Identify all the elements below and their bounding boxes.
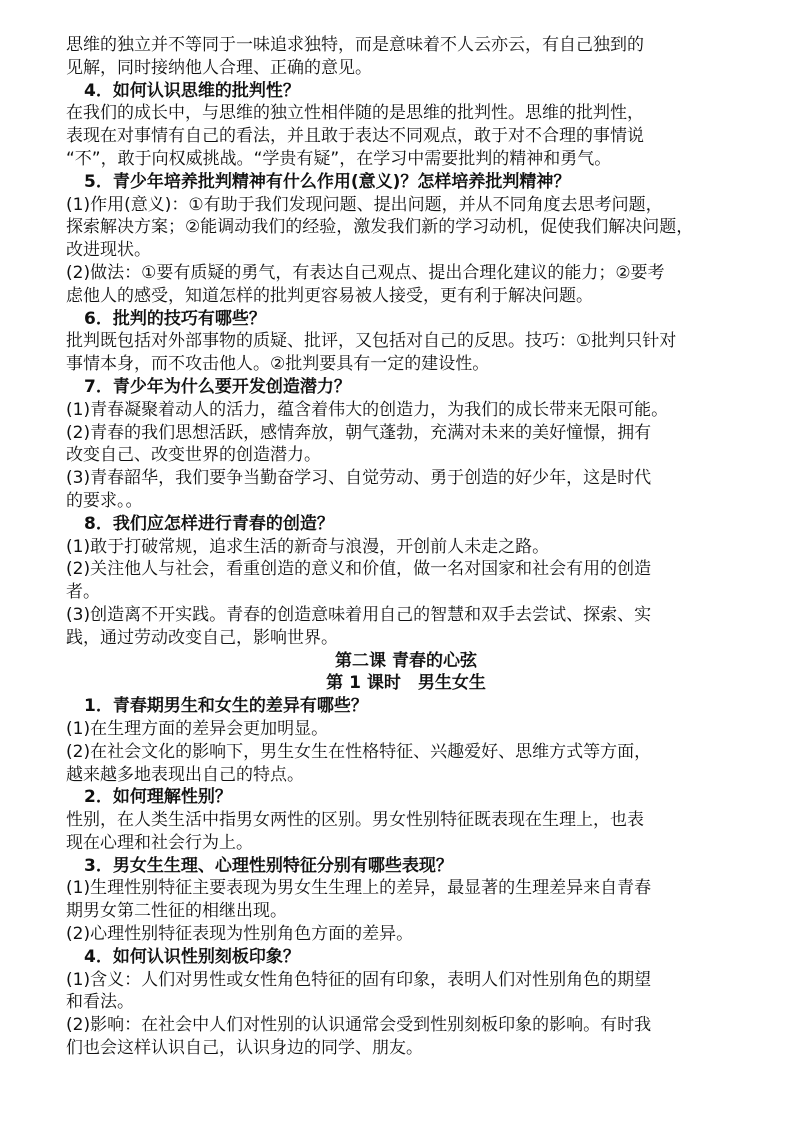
paragraph-line: 们也会这样认识自己，认识身边的同学、朋友。 (66, 1038, 423, 1059)
paragraph-line: (1)含义：人们对男性或女性角色特征的固有印象，表明人们对性别角色的期望 (66, 969, 652, 990)
paragraph-line: 探索解决方案；②能调动我们的经验，激发我们新的学习动机，促使我们解决问题， (66, 217, 694, 238)
paragraph-line: 事情本身，而不攻击他人。②批判要具有一定的建设性。 (66, 354, 490, 375)
section-title: 第 1 课时 男生女生 (326, 673, 486, 694)
paragraph-line: (2)关注他人与社会，看重创造的意义和价值，做一名对国家和社会有用的创造 (66, 559, 652, 580)
paragraph-line: 批判既包括对外部事物的质疑、批评，又包括对自己的反思。技巧：①批判只针对 (66, 331, 677, 352)
paragraph-line: (2)青春的我们思想活跃，感情奔放，朝气蓬勃，充满对未来的美好憧憬，拥有 (66, 422, 652, 443)
paragraph-line: 者。 (66, 582, 100, 603)
paragraph-line: 期男女第二性征的相继出现。 (66, 901, 287, 922)
question-heading: 3．男女生生理、心理性别特征分别有哪些表现？ (84, 855, 453, 876)
paragraph-line: 在我们的成长中，与思维的独立性相伴随的是思维的批判性。思维的批判性， (66, 103, 644, 124)
question-heading: 8．我们应怎样进行青春的创造？ (84, 513, 334, 534)
paragraph-line: 表现在对事情有自己的看法，并且敢于表达不同观点，敢于对不合理的事情说 (66, 126, 644, 147)
paragraph-line: (1)作用(意义)：①有助于我们发现问题、提出问题，并从不同角度去思考问题， (66, 194, 663, 215)
paragraph-line: 见解，同时接纳他人合理、正确的意见。 (66, 57, 372, 78)
paragraph-line: (2)做法：①要有质疑的勇气，有表达自己观点、提出合理化建议的能力；②要考 (66, 262, 665, 283)
paragraph-line: 越来越多地表现出自己的特点。 (66, 764, 304, 785)
paragraph-line: (2)在社会文化的影响下，男生女生在性格特征、兴趣爱好、思维方式等方面， (66, 741, 652, 762)
paragraph-line: (1)生理性别特征主要表现为男女生生理上的差异，最显著的生理差异来自青春 (66, 878, 652, 899)
paragraph-line: 改变自己、改变世界的创造潜力。 (66, 445, 321, 466)
paragraph-line: 性别，在人类生活中指男女两性的区别。男女性别特征既表现在生理上，也表 (66, 810, 644, 831)
paragraph-line: 现在心理和社会行为上。 (66, 832, 253, 853)
paragraph-line: (2)心理性别特征表现为性别角色方面的差异。 (66, 924, 414, 945)
question-heading: 4．如何认识思维的批判性？ (84, 80, 300, 101)
paragraph-line: 践，通过劳动改变自己，影响世界。 (66, 627, 338, 648)
question-heading: 4．如何认识性别刻板印象？ (84, 946, 300, 967)
question-heading: 1．青春期男生和女生的差异有哪些？ (84, 696, 368, 717)
lesson-title: 第二课 青春的心弦 (335, 650, 477, 671)
question-heading: 7．青少年为什么要开发创造潜力？ (84, 376, 351, 397)
paragraph-line: (2)影响：在社会中人们对性别的认识通常会受到性别刻板印象的影响。有时我 (66, 1015, 652, 1036)
paragraph-line: 的要求。。 (66, 490, 143, 511)
paragraph-line: (1)青春凝聚着动人的活力，蕴含着伟大的创造力，为我们的成长带来无限可能。 (66, 399, 669, 420)
paragraph-line: 和看法。 (66, 992, 134, 1013)
paragraph-line: (1)在生理方面的差异会更加明显。 (66, 718, 329, 739)
paragraph-line: (1)敢于打破常规，追求生活的新奇与浪漫，开创前人未走之路。 (66, 536, 550, 557)
paragraph-line: “不”，敢于向权威挑战。“学贵有疑”，在学习中需要批判的精神和勇气。 (66, 148, 612, 169)
paragraph-line: 虑他人的感受，知道怎样的批判更容易被人接受，更有利于解决问题。 (66, 285, 593, 306)
question-heading: 5．青少年培养批判精神有什么作用(意义)？怎样培养批判精神？ (84, 171, 571, 192)
paragraph-line: 思维的独立并不等同于一味追求独特，而是意味着不人云亦云，有自己独到的 (66, 35, 644, 55)
paragraph-line: (3)青春韶华，我们要争当勤奋学习、自觉劳动、勇于创造的好少年，这是时代 (66, 468, 652, 489)
paragraph-line: 改进现状。 (66, 240, 151, 261)
question-heading: 2．如何理解性别？ (84, 787, 232, 808)
question-heading: 6．批判的技巧有哪些？ (84, 308, 266, 329)
paragraph-line: (3)创造离不开实践。青春的创造意味着用自己的智慧和双手去尝试、探索、实 (66, 604, 652, 625)
